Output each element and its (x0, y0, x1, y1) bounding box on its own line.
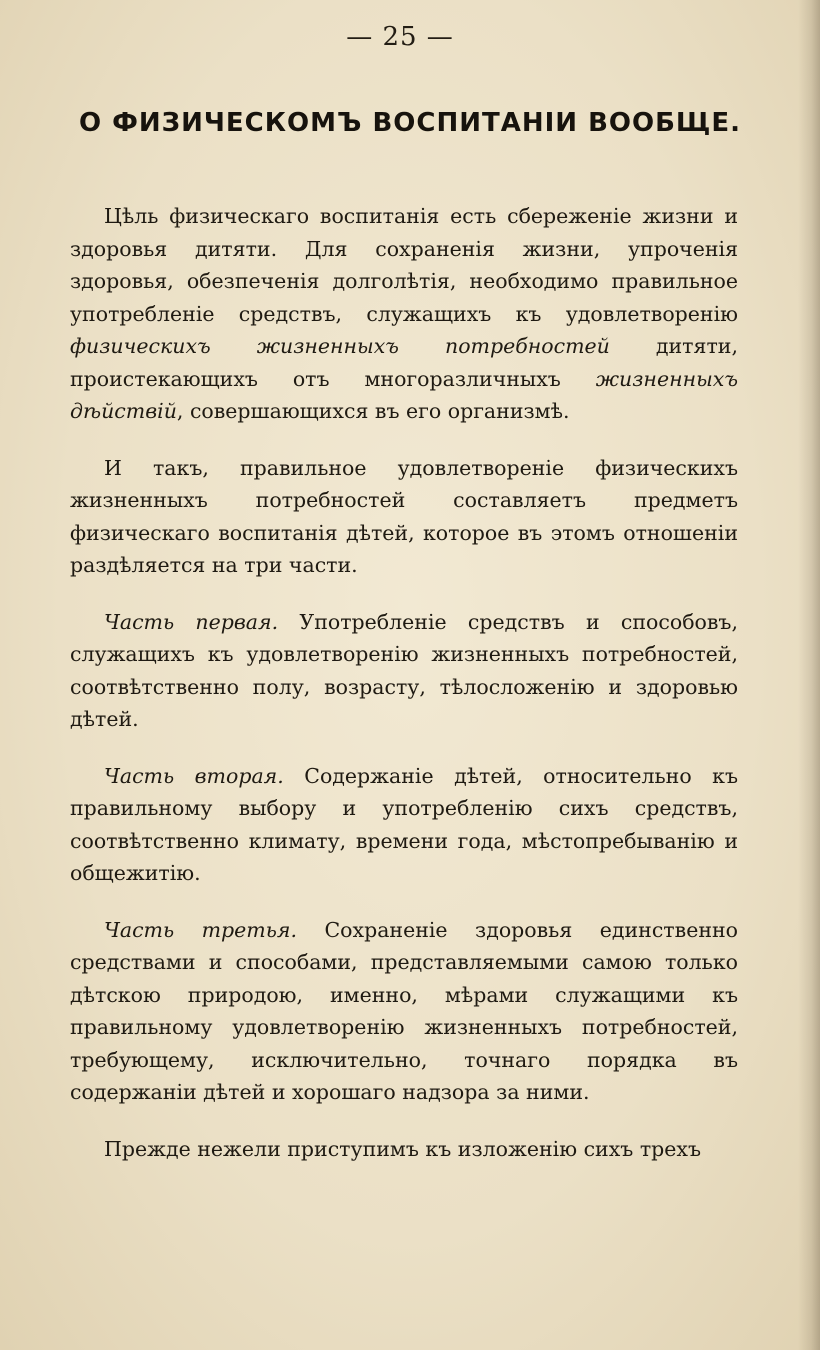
page-number: — 25 — (346, 22, 454, 52)
paragraph-final (70, 1133, 738, 1166)
paragraph-part-two (70, 760, 738, 890)
part-two-text: Содержаніе дѣтей, относительно къ правильному выбору и употребленію сихъ средствъ, соотвѣтственно климату, времени года, мѣстопребыванію и общежитію. (70, 763, 739, 885)
part-two-label: Часть вторая. (104, 763, 284, 788)
part-three-label: Часть третья. (104, 917, 298, 942)
part-one-text: Употребленіе средствъ и способовъ, служащихъ къ удовлетворенію жизненныхъ потребностей, соотвѣтственно полу, возрасту, тѣлосложенію и здоровью дѣтей. (70, 609, 738, 731)
chapter-title: О ФИЗИЧЕСКОМЪ ВОСПИТАНІИ ВООБЩЕ. (78, 108, 742, 138)
paragraph-2 (70, 452, 738, 582)
paragraph-1-italic-b: жизненныхъ дѣйствій (70, 366, 738, 423)
spine-shadow (798, 0, 820, 1350)
paragraph-1-text-b: дитяти, проистекающихъ отъ многоразличныхъ (70, 334, 738, 391)
part-three-text: Сохраненіе здоровья единственно средствами и способами, представляемыми самою только дѣтскою природою, именно, мѣрами служащими къ правильному удовлетворенію жизненныхъ потребностей, требующему, исключительно, точнаго порядка въ содержаніи дѣтей и хорошаго надзора за ними. (70, 917, 738, 1104)
paragraph-1-text-c: , совершающихся въ его организмѣ. (176, 399, 570, 423)
part-one-label: Часть первая. (104, 609, 279, 634)
body-text (70, 200, 738, 1165)
paragraph-2-text: И такъ, правильное удовлетвореніе физическихъ жизненныхъ потребностей составляетъ предметъ физическаго воспитанія дѣтей, которое въ этомъ отношеніи раздѣляется на три части. (70, 455, 738, 577)
paragraph-part-one (70, 606, 738, 736)
paragraph-1 (70, 200, 738, 428)
paragraph-1-italic-a: физическихъ жизненныхъ потребностей (70, 334, 610, 358)
paragraph-final-text: Прежде нежели приступимъ къ изложенію сихъ трехъ (104, 1136, 702, 1161)
paragraph-1-text-a: Цѣль физическаго воспитанія есть сбереженіе жизни и здоровья дитяти. Для сохраненія жизни, упроченія здоровья, обезпеченія долголѣтія, необходимо правильное употребленіе средствъ, служащихъ къ удовлетворенію (70, 204, 738, 326)
paragraph-part-three (70, 914, 738, 1109)
